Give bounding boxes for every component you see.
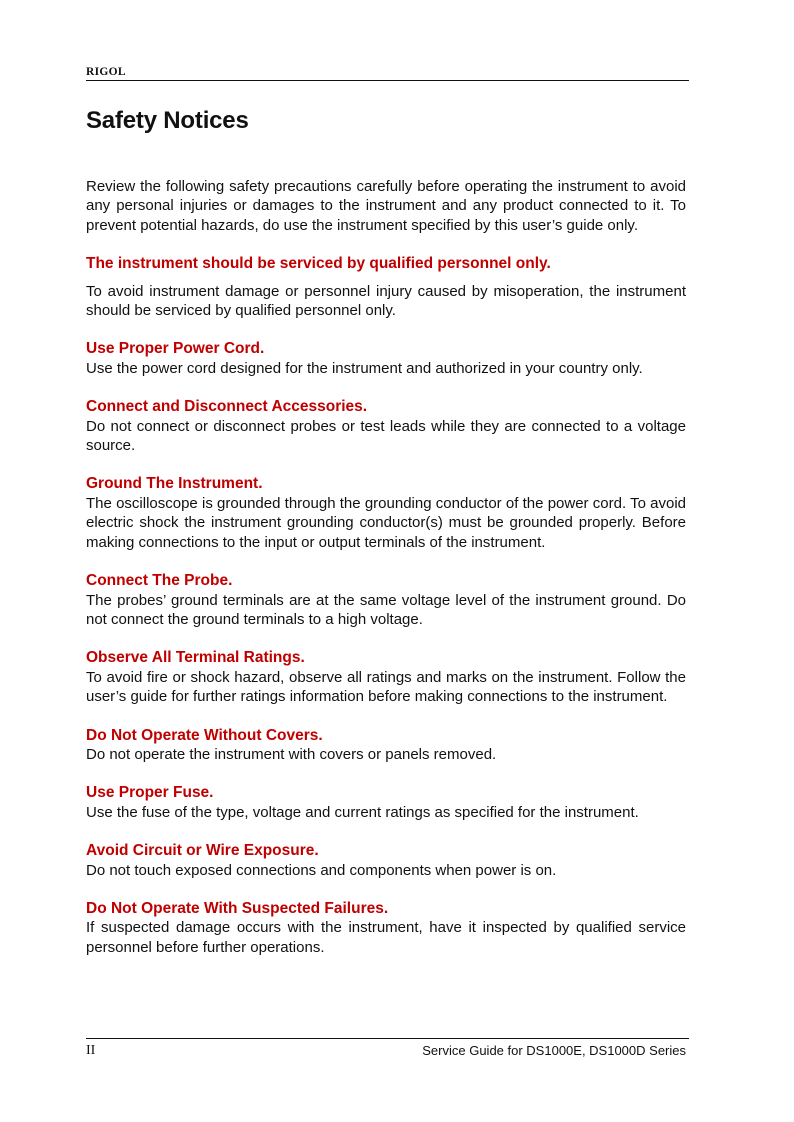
- section-heading: Ground The Instrument.: [86, 475, 263, 493]
- section-body: Use the fuse of the type, voltage and current ratings as specified for the instrument.: [86, 803, 639, 821]
- section-power-cord: [86, 339, 686, 378]
- section-fuse: [86, 783, 686, 822]
- section-heading: Do Not Operate With Suspected Failures.: [86, 899, 389, 917]
- section-accessories: [86, 397, 686, 455]
- section-ground-instrument: [86, 474, 686, 552]
- header-rule: [86, 80, 689, 81]
- section-heading: Use Proper Power Cord.: [86, 340, 265, 358]
- section-connect-probe: [86, 571, 686, 629]
- header-brand: RIGOL: [86, 66, 126, 78]
- section-terminal-ratings: [86, 648, 686, 706]
- footer-doc-title: Service Guide for DS1000E, DS1000D Series: [422, 1043, 686, 1058]
- section-heading: The instrument should be serviced by qualified personnel only.: [86, 255, 551, 273]
- intro-paragraph: Review the following safety precautions carefully before operating the instrument to avoid any personal injuries or damages to the instrument and any product connected to it. To prevent potential hazards, do use the instrument specified by this user’s guide only.: [86, 178, 686, 234]
- footer-rule: [86, 1038, 689, 1039]
- section-body: Do not operate the instrument with covers or panels removed.: [86, 745, 497, 763]
- section-body: Do not connect or disconnect probes or test leads while they are connected to a voltage source.: [86, 417, 686, 455]
- section-body: Do not touch exposed connections and components when power is on.: [86, 861, 557, 879]
- section-body: Use the power cord designed for the instrument and authorized in your country only.: [86, 359, 643, 377]
- document-body: [86, 177, 686, 976]
- section-body: If suspected damage occurs with the instrument, have it inspected by qualified service personnel before further operations.: [86, 919, 686, 956]
- section-covers: [86, 726, 686, 765]
- section-heading: Use Proper Fuse.: [86, 784, 214, 802]
- section-heading: Observe All Terminal Ratings.: [86, 649, 305, 667]
- section-heading: Avoid Circuit or Wire Exposure.: [86, 842, 319, 860]
- page-title: Safety Notices: [86, 107, 249, 134]
- section-body: The oscilloscope is grounded through the grounding conductor of the power cord. To avoid electric shock the instrument grounding conductor(s) must be grounded properly. Before making connections to the input or output terminals of the instrument.: [86, 494, 686, 551]
- section-heading: Connect The Probe.: [86, 572, 233, 590]
- section-wire-exposure: [86, 841, 686, 880]
- section-heading: Connect and Disconnect Accessories.: [86, 398, 368, 416]
- footer-page-number: II: [86, 1043, 96, 1058]
- section-body: To avoid instrument damage or personnel injury caused by misoperation, the instrument should be serviced by qualified personnel only.: [86, 282, 686, 320]
- section-qualified-personnel: [86, 254, 686, 320]
- section-heading: Do Not Operate Without Covers.: [86, 726, 323, 744]
- section-body: To avoid fire or shock hazard, observe all ratings and marks on the instrument. Follow the user’s guide for further ratings information before making connections to the instrument.: [86, 668, 686, 706]
- section-suspected-failures: [86, 899, 686, 957]
- section-body: The probes’ ground terminals are at the same voltage level of the instrument ground. Do not connect the ground terminals to a high voltage.: [86, 591, 686, 628]
